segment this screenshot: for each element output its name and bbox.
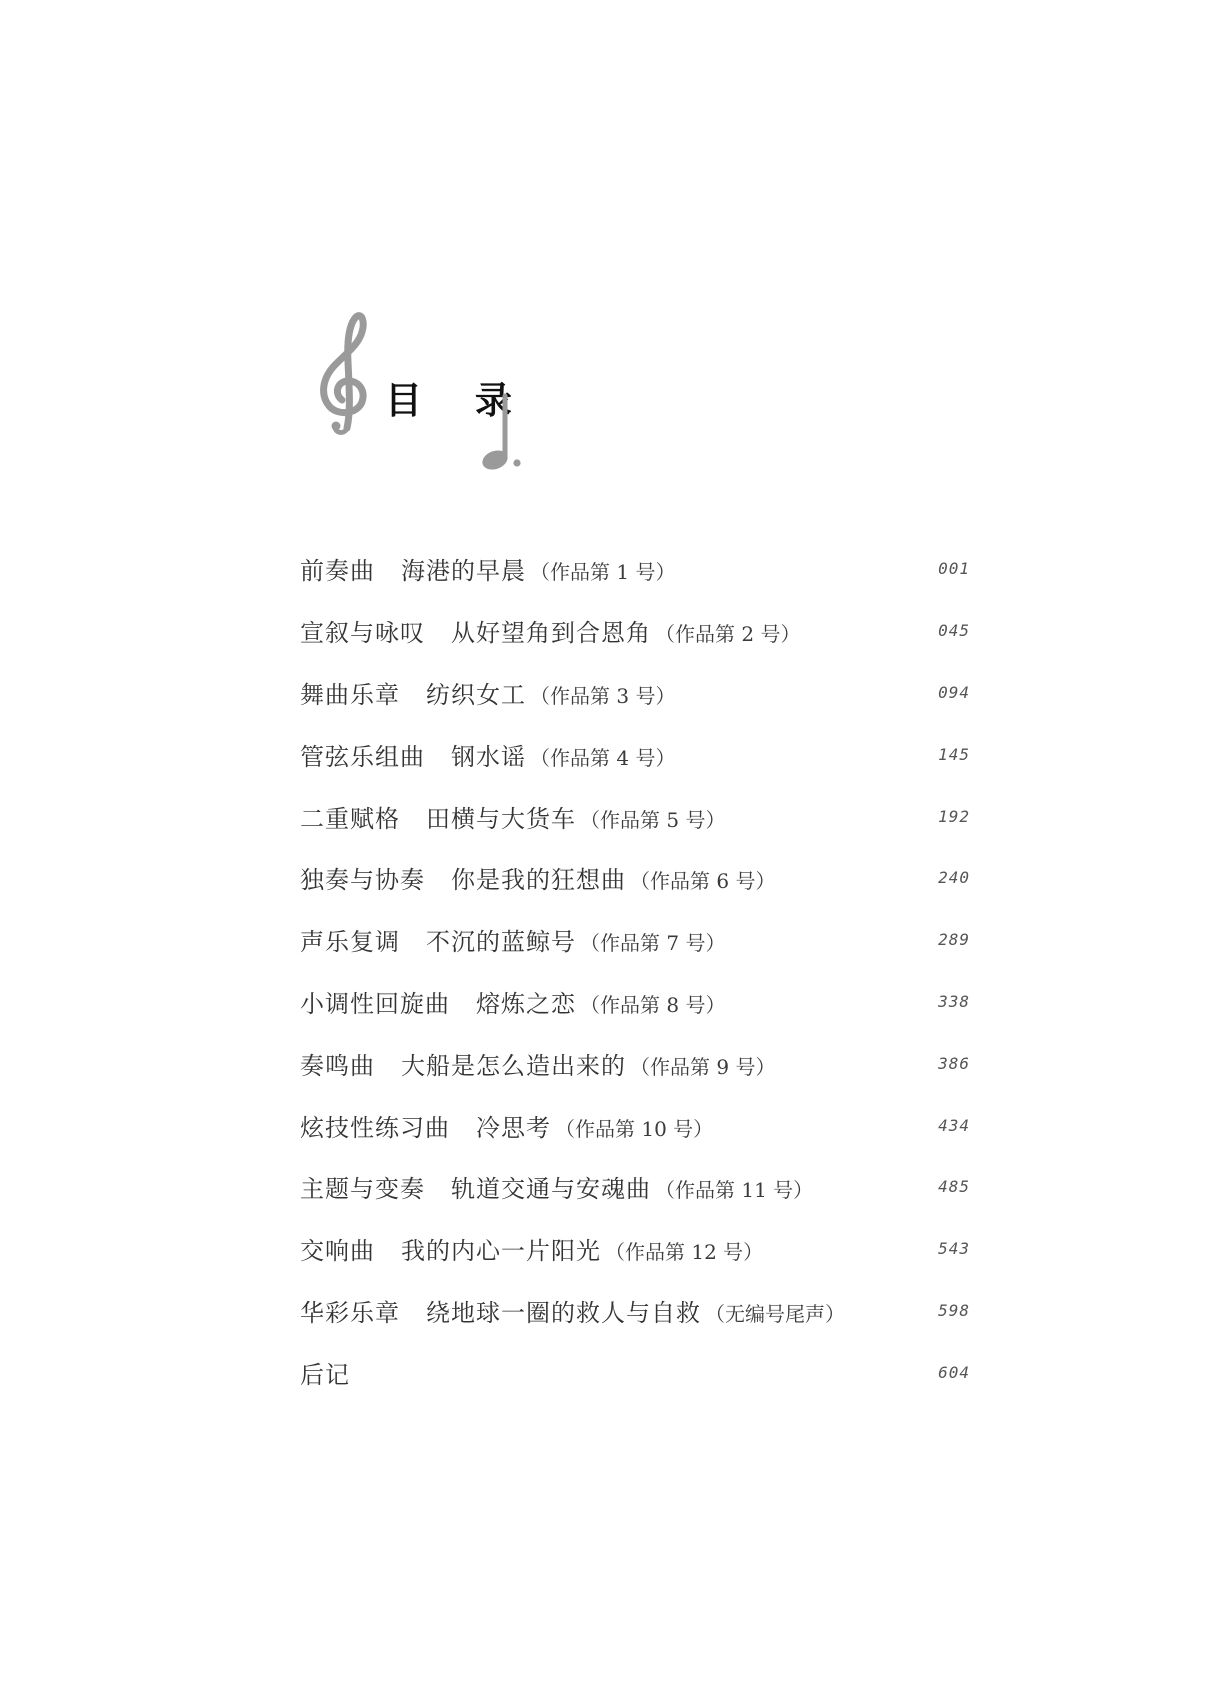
entry-page-number: 604 (938, 1362, 970, 1382)
entry-opus: （作品第 11 号） (655, 1178, 814, 1203)
entry-opus: （作品第 1 号） (530, 560, 676, 585)
entry-chapter: 交响曲 (300, 1237, 375, 1266)
entry-title: 不沉的蓝鲸号 (426, 928, 576, 957)
toc-entry-10[interactable] (300, 1094, 970, 1156)
entry-opus: （作品第 2 号） (655, 622, 801, 647)
entry-opus: （作品第 8 号） (580, 992, 726, 1017)
toc-entry-2[interactable] (300, 600, 970, 662)
entry-chapter: 舞曲乐章 (300, 680, 400, 709)
entry-chapter: 后记 (300, 1360, 350, 1389)
page-title: 目 录 (385, 379, 532, 422)
entry-chapter: 小调性回旋曲 (300, 989, 450, 1018)
entry-page-number: 485 (938, 1177, 970, 1197)
treble-clef-icon (314, 310, 372, 436)
toc-entry-11[interactable] (300, 1156, 970, 1218)
entry-opus: （作品第 12 号） (605, 1240, 764, 1265)
entry-opus: （作品第 3 号） (530, 683, 676, 708)
entry-title: 冷思考 (476, 1113, 551, 1142)
entry-chapter: 炫技性练习曲 (300, 1113, 450, 1142)
toc-entry-14[interactable] (300, 1341, 970, 1403)
toc-entry-6[interactable] (300, 847, 970, 909)
entry-text (300, 737, 675, 772)
entry-page-number: 338 (938, 991, 970, 1011)
entry-opus: （作品第 10 号） (555, 1116, 714, 1141)
entry-text (300, 860, 775, 895)
entry-text (300, 1231, 763, 1266)
entry-opus: （作品第 4 号） (530, 745, 676, 770)
entry-chapter: 宣叙与咏叹 (300, 619, 425, 648)
toc-header (310, 310, 550, 480)
entry-opus: （作品第 9 号） (630, 1054, 776, 1079)
entry-title: 绕地球一圈的救人与自救 (426, 1298, 701, 1327)
toc-entry-5[interactable] (300, 785, 970, 847)
entry-title: 纺织女工 (426, 680, 526, 709)
entry-text (300, 675, 675, 710)
entry-page-number: 386 (938, 1053, 970, 1073)
toc-entry-12[interactable] (300, 1218, 970, 1280)
entry-opus: （作品第 7 号） (580, 931, 726, 956)
entry-text (300, 1046, 775, 1081)
entry-text (300, 1293, 845, 1328)
entry-opus: （作品第 5 号） (580, 807, 726, 832)
entry-opus: （作品第 6 号） (630, 869, 776, 894)
toc-entry-3[interactable] (300, 662, 970, 724)
toc-entry-13[interactable] (300, 1280, 970, 1342)
entry-title: 我的内心一片阳光 (401, 1237, 601, 1266)
entry-page-number: 045 (938, 621, 970, 641)
entry-text (300, 1355, 350, 1390)
dotted-half-note-icon (476, 392, 524, 474)
entry-title: 轨道交通与安魂曲 (451, 1175, 651, 1204)
entry-chapter: 前奏曲 (300, 557, 375, 586)
entry-title: 大船是怎么造出来的 (401, 1051, 626, 1080)
entry-opus: （无编号尾声） (705, 1301, 845, 1326)
entry-page-number: 001 (938, 559, 970, 579)
entry-chapter: 管弦乐组曲 (300, 742, 425, 771)
entry-page-number: 434 (938, 1115, 970, 1135)
entry-page-number: 240 (938, 868, 970, 888)
toc-entry-4[interactable] (300, 723, 970, 785)
entry-text (300, 1108, 713, 1143)
table-of-contents (300, 538, 970, 1403)
entry-title: 熔炼之恋 (476, 989, 576, 1018)
entry-title: 田横与大货车 (426, 804, 576, 833)
entry-chapter: 二重赋格 (300, 804, 400, 833)
entry-text (300, 799, 725, 834)
toc-entry-7[interactable] (300, 909, 970, 971)
entry-page-number: 543 (938, 1239, 970, 1259)
entry-title: 你是我的狂想曲 (451, 866, 626, 895)
toc-entry-1[interactable] (300, 538, 970, 600)
entry-title: 海港的早晨 (401, 557, 526, 586)
entry-text (300, 922, 725, 957)
entry-chapter: 声乐复调 (300, 928, 400, 957)
entry-text (300, 551, 675, 586)
entry-chapter: 主题与变奏 (300, 1175, 425, 1204)
entry-chapter: 华彩乐章 (300, 1298, 400, 1327)
entry-title: 从好望角到合恩角 (451, 619, 651, 648)
entry-page-number: 289 (938, 930, 970, 950)
toc-entry-9[interactable] (300, 1032, 970, 1094)
entry-page-number: 094 (938, 682, 970, 702)
entry-text (300, 984, 725, 1019)
entry-chapter: 奏鸣曲 (300, 1051, 375, 1080)
entry-chapter: 独奏与协奏 (300, 866, 425, 895)
entry-text (300, 613, 800, 648)
entry-page-number: 145 (938, 744, 970, 764)
entry-text (300, 1169, 813, 1204)
entry-page-number: 598 (938, 1300, 970, 1320)
entry-page-number: 192 (938, 806, 970, 826)
toc-entry-8[interactable] (300, 971, 970, 1033)
entry-title: 钢水谣 (451, 742, 526, 771)
